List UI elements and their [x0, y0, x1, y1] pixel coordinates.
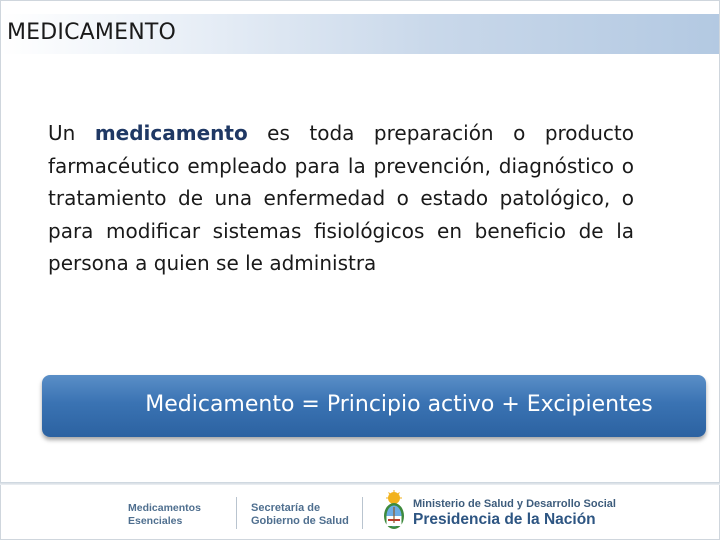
footer-program — [128, 502, 201, 528]
footer-secretariat-line1: Secretaría de — [251, 502, 321, 514]
ministry-name: Ministerio de Salud y Desarrollo Social — [413, 498, 616, 510]
definition-term: medicamento — [94, 121, 248, 145]
argentina-coat-of-arms-icon — [380, 490, 408, 532]
footer-secretariat-line2: Gobierno de Salud — [251, 515, 349, 527]
definition-intro: Un — [48, 121, 95, 145]
footer-separator — [236, 497, 237, 529]
formula-box — [42, 375, 706, 437]
footer-program-line1: Medicamentos — [128, 502, 201, 514]
formula-text: Medicamento = Principio activo + Excipientes — [145, 392, 653, 417]
definition-text: es toda preparación o producto farmacéutico empleado para la prevención, diagnóstico o tratamiento de una enfermedad o estado patológico, o para modificar sistemas fisiológicos en beneficio de la persona a quien se le administra — [48, 121, 634, 275]
slide-title: MEDICAMENTO — [7, 20, 177, 45]
footer-separator — [362, 497, 363, 529]
definition-paragraph — [48, 117, 634, 280]
footer-program-line2: Esenciales — [128, 515, 183, 527]
footer-secretariat — [251, 502, 349, 528]
footer-divider-line — [0, 482, 720, 485]
presidency-name: Presidencia de la Nación — [413, 511, 596, 528]
